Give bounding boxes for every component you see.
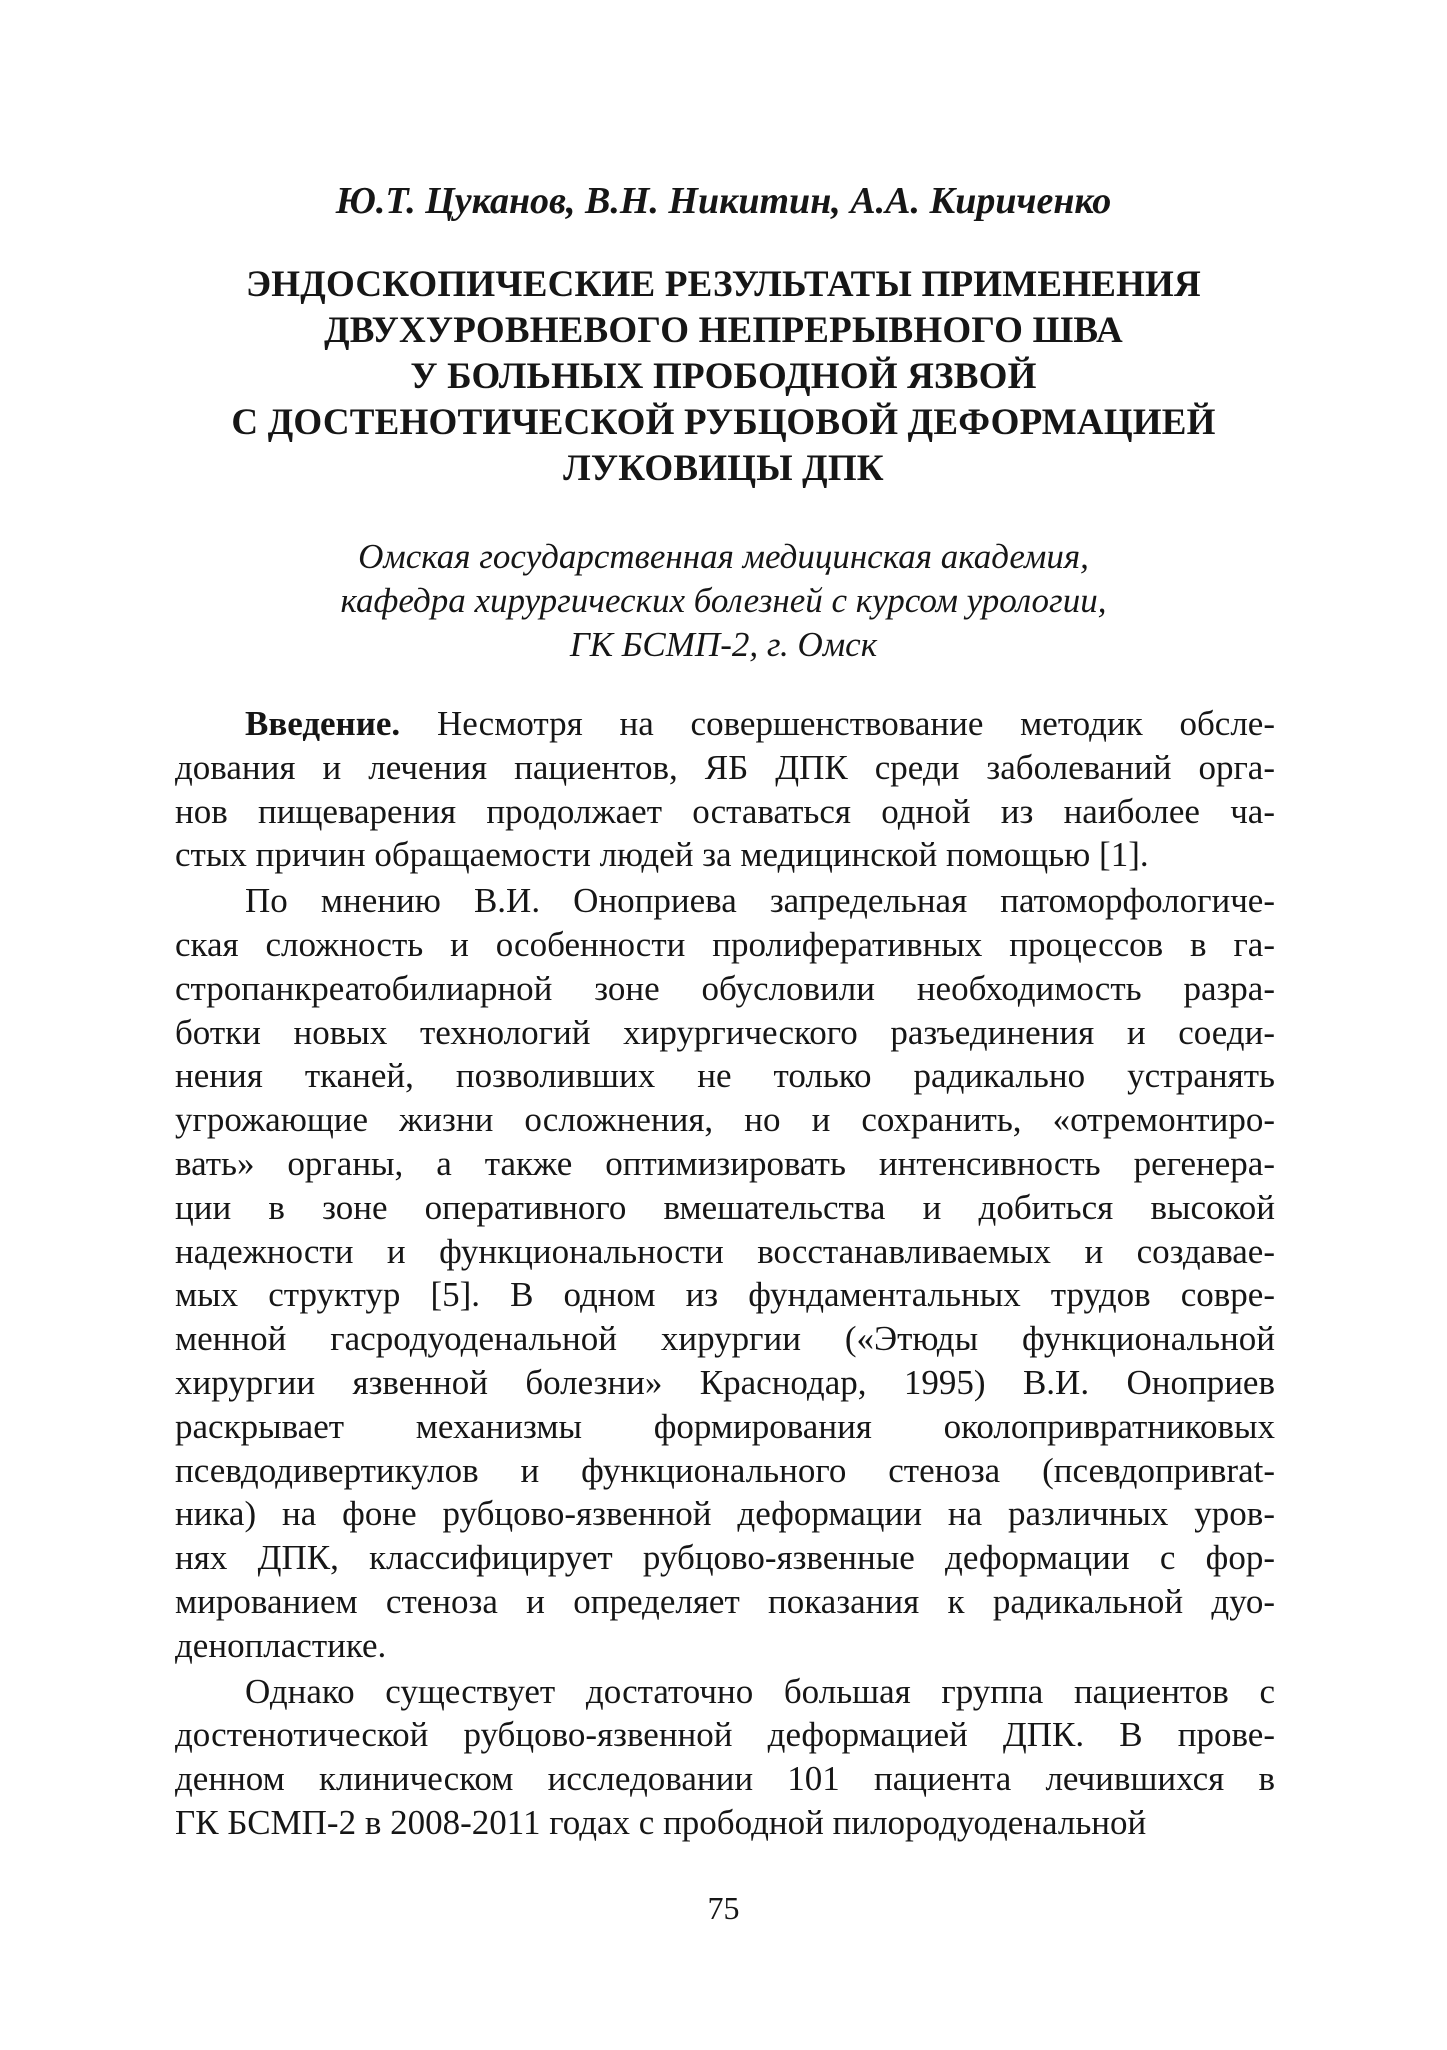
section-lead: Введение. [245,704,401,743]
text-line [175,967,1275,1011]
text-line [175,1492,1275,1536]
line-text: угрожающие жизни осложнения, но и сохранить, «отремонтиро- [175,1100,1275,1140]
line-text: менной гасродуоденальной хирургии («Этюды функциональной [175,1319,1275,1359]
line-text: денном клиническом исследовании 101 пациента лечившихся в [175,1759,1275,1799]
text-line [175,1536,1275,1580]
text-line [175,1405,1275,1449]
text-line [175,1186,1275,1230]
line-text: дования и лечения пациентов, ЯБ ДПК среди заболеваний орга- [175,747,1275,787]
line-text: вать» органы, а также оптимизировать интенсивность регенера- [175,1143,1275,1183]
line-text: денопластике. [175,1625,387,1665]
line-text: ции в зоне оперативного вмешательства и добиться высокой [175,1187,1275,1227]
line-text: хирургии язвенной болезни» Краснодар, 1995) В.И. Оноприев [175,1362,1275,1402]
text-line [175,1361,1275,1405]
text-line [175,1317,1275,1361]
line-text: стых причин обращаемости людей за медицинской помощью [1]. [175,835,1149,875]
text-line [175,879,1275,923]
line-text: По мнению В.И. Оноприева запредельная патоморфологиче- [245,881,1275,921]
line-text: нях ДПК, классифицирует рубцово-язвенные деформации с фор- [175,1538,1275,1578]
title-line: ЛУКОВИЦЫ ДПК [563,448,884,489]
page-number: 75 [707,1890,740,1926]
text-line [175,1142,1275,1186]
line-text: надежности и функциональности восстанавливаемых и создавае- [175,1231,1275,1271]
line-text: ская сложность и особенности пролиферативных процессов в га- [175,924,1275,964]
authors: Ю.Т. Цуканов, В.Н. Никитин, А.А. Кириченко [335,180,1112,222]
article-title [0,262,1447,492]
text-line [175,833,1275,877]
line-text: ГК БСМП-2 в 2008-2011 годах с прободной пилородуоденальной [175,1802,1147,1842]
text-line [175,1580,1275,1624]
title-line: ЭНДОСКОПИЧЕСКИЕ РЕЗУЛЬТАТЫ ПРИМЕНЕНИЯ [246,264,1201,305]
text-line [175,1757,1275,1801]
text-line [175,1624,1275,1668]
affiliation-line: кафедра хирургических болезней с курсом урологии, [340,581,1107,620]
line-text: нения тканей, позволивших не только радикально устранять [175,1056,1275,1096]
text-line [175,746,1275,790]
text-line [175,1713,1275,1757]
line-text: раскрывает механизмы формирования околопривратниковых [175,1406,1275,1446]
text-line [175,1054,1275,1098]
line-text: псевдодивертикулов и функционального стеноза (псевдопривrat- [175,1450,1275,1490]
paragraph [175,879,1275,1667]
paragraph [175,702,1275,877]
line-text: достенотической рубцово-язвенной деформацией ДПК. В прове- [175,1715,1275,1755]
line-text: мых структур [5]. В одном из фундаментальных трудов совре- [175,1275,1275,1315]
text-line [175,790,1275,834]
text-line [175,1011,1275,1055]
text-line [175,1801,1275,1845]
line-text: Однако существует достаточно большая группа пациентов с [245,1671,1275,1711]
line-text: стропанкреатобилиарной зоне обусловили необходимость разра- [175,968,1275,1008]
text-line [175,1098,1275,1142]
text-line [175,1273,1275,1317]
affiliation-line: Омская государственная медицинская академия, [358,537,1089,576]
line-text: Несмотря на совершенствование методик обсле- [400,704,1275,743]
text-line [175,1449,1275,1493]
text-line [175,1230,1275,1274]
title-line: У БОЛЬНЫХ ПРОБОДНОЙ ЯЗВОЙ [410,356,1037,397]
line-text: ботки новых технологий хирургического разъединения и соеди- [175,1012,1275,1052]
affiliation [0,535,1447,667]
line-text: ника) на фоне рубцово-язвенной деформации на различных уров- [175,1494,1275,1534]
article-body [175,702,1275,1845]
title-line: С ДОСТЕНОТИЧЕСКОЙ РУБЦОВОЙ ДЕФОРМАЦИЕЙ [231,402,1216,443]
text-line [175,923,1275,967]
line-text: мированием стеноза и определяет показания к радикальной дуо- [175,1581,1275,1621]
affiliation-line: ГК БСМП-2, г. Омск [569,625,878,664]
title-line: ДВУХУРОВНЕВОГО НЕПРЕРЫВНОГО ШВА [324,310,1123,351]
line-text: нов пищеварения продолжает оставаться одной из наиболее ча- [175,791,1275,831]
text-line [175,1670,1275,1714]
text-line [175,702,1275,746]
paragraph [175,1670,1275,1845]
